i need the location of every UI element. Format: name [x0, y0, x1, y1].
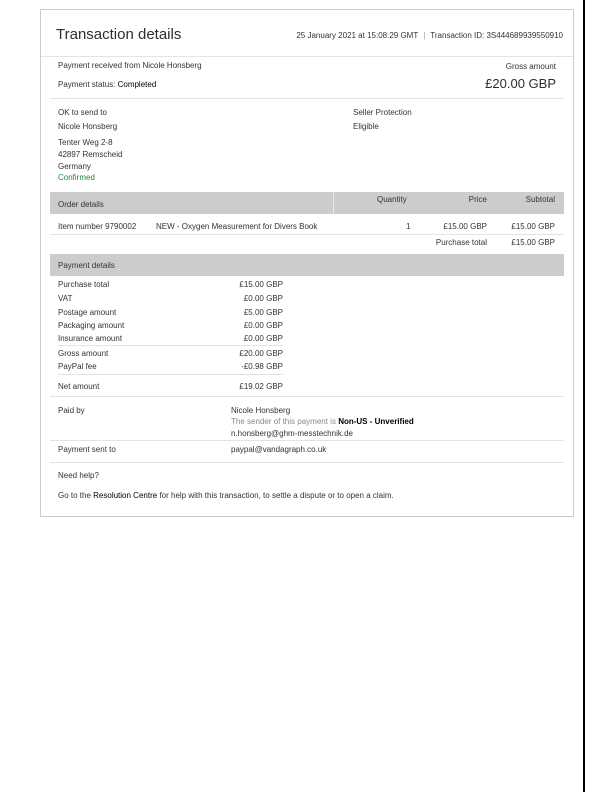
- address-confirmed: Confirmed: [58, 173, 95, 182]
- payment-row-value: £0.00 GBP: [243, 294, 283, 303]
- purchase-total-label: Purchase total: [435, 238, 487, 247]
- seller-protection-label: Seller Protection: [353, 108, 412, 117]
- payer-divider: [50, 440, 564, 441]
- sender-status: Non-US - Unverified: [338, 417, 414, 426]
- payment-status-label: Payment status:: [58, 80, 116, 89]
- payment-status-value: Completed: [117, 80, 157, 89]
- payment-row-label: Net amount: [58, 382, 100, 391]
- meta-separator: |: [423, 31, 426, 40]
- fee-divider: [58, 374, 283, 375]
- payment-details-header: Payment details: [58, 261, 115, 270]
- item-name: NEW - Oxygen Measurement for Divers Book: [156, 222, 318, 231]
- col-price: Price: [468, 195, 487, 204]
- gross-amount-value: £20.00 GBP: [485, 76, 556, 91]
- payment-row-label: PayPal fee: [58, 362, 97, 371]
- payment-row-value: £5.00 GBP: [243, 308, 283, 317]
- payment-row-value: £19.02 GBP: [239, 382, 283, 391]
- col-subtotal: Subtotal: [525, 195, 555, 204]
- payment-row-label: Gross amount: [58, 349, 109, 358]
- transaction-card: [40, 9, 574, 517]
- item-number: Item number 9790002: [58, 222, 137, 231]
- item-subtotal: £15.00 GBP: [511, 222, 555, 231]
- ship-city: 42897 Remscheid: [58, 150, 123, 159]
- payment-row-label: Postage amount: [58, 308, 117, 317]
- payment-row-label: VAT: [58, 294, 73, 303]
- purchase-total-value: £15.00 GBP: [511, 238, 555, 247]
- gross-amount-label: Gross amount: [505, 62, 556, 71]
- transaction-datetime: 25 January 2021 at 15:08:29 GMT: [296, 31, 419, 40]
- net-divider: [50, 396, 564, 397]
- transaction-meta: [296, 31, 563, 40]
- help-heading: Need help?: [58, 471, 99, 480]
- help-suffix: for help with this transaction, to settle a dispute or to open a claim.: [159, 491, 394, 500]
- sent-to-label: Payment sent to: [58, 445, 116, 454]
- paid-by-label: Paid by: [58, 406, 85, 415]
- payment-row-value: -£0.98 GBP: [241, 362, 283, 371]
- received-from: Payment received from Nicole Honsberg: [58, 61, 202, 70]
- help-prefix: Go to the: [58, 491, 91, 500]
- transaction-id: Transaction ID: 3S444689939550910: [430, 31, 563, 40]
- payer-email: n.honsberg@ghm-messtechnik.de: [231, 429, 353, 438]
- band-divider: [333, 192, 334, 214]
- payment-row-label: Purchase total: [58, 280, 110, 289]
- subtotal-divider: [58, 345, 283, 346]
- summary-divider: [50, 98, 564, 99]
- payment-row-label: Insurance amount: [58, 334, 123, 343]
- item-quantity: 1: [406, 222, 411, 231]
- item-row-divider: [50, 234, 564, 235]
- payer-name: Nicole Honsberg: [231, 406, 291, 415]
- col-quantity: Quantity: [377, 195, 407, 204]
- sender-status-line: [231, 417, 414, 426]
- order-details-header: Order details: [58, 200, 104, 209]
- payment-row-value: £0.00 GBP: [243, 321, 283, 330]
- page-title: Transaction details: [56, 26, 182, 43]
- payment-status: [58, 80, 156, 89]
- sent-to-divider: [50, 462, 564, 463]
- help-text: [58, 491, 394, 500]
- header-divider: [41, 56, 573, 57]
- payment-row-label: Packaging amount: [58, 321, 125, 330]
- payment-details-band: [50, 254, 564, 276]
- ship-name: Nicole Honsberg: [58, 122, 118, 131]
- ship-country: Germany: [58, 162, 91, 171]
- page-edge-rule: [583, 0, 585, 792]
- item-price: £15.00 GBP: [443, 222, 487, 231]
- seller-protection-value: Eligible: [353, 122, 379, 131]
- payment-row-value: £20.00 GBP: [239, 349, 283, 358]
- ok-to-send-label: OK to send to: [58, 108, 107, 117]
- resolution-centre-link[interactable]: Resolution Centre: [93, 491, 158, 500]
- ship-street: Tenter Weg 2-8: [58, 138, 113, 147]
- payment-row-value: £15.00 GBP: [239, 280, 283, 289]
- payment-row-value: £0.00 GBP: [243, 334, 283, 343]
- sent-to-value: paypal@vandagraph.co.uk: [231, 445, 327, 454]
- sender-note: The sender of this payment is: [231, 417, 336, 426]
